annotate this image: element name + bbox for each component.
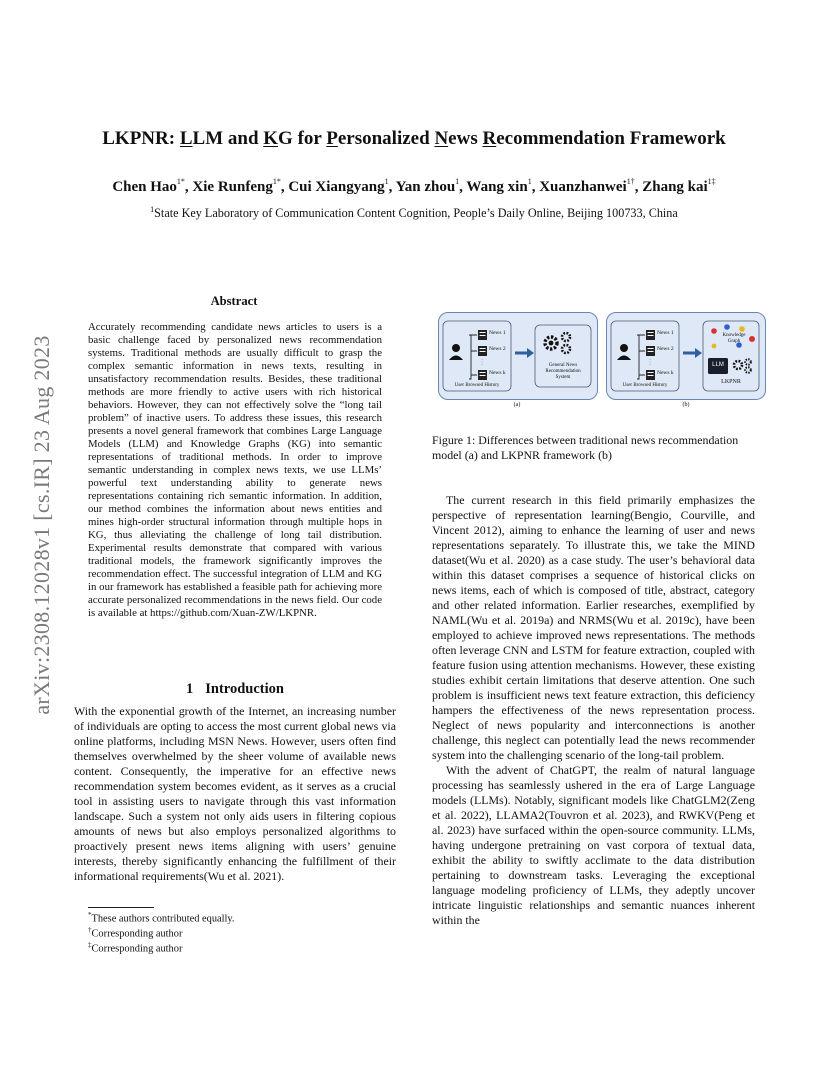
footnote: ‡Corresponding author <box>88 941 183 955</box>
abstract-heading: Abstract <box>210 294 258 308</box>
abstract-text: Accurately recommending candidate news articles to users is a basic challenge faced by personalized news recommendation systems. Traditional methods are usually difficult to grasp the complex semantic information in news texts, resulting in unsatisfactory recommendation results. Besides, these traditional methods are more friendly to active users with rich historical behaviors. However, they can not effectively solve the “long tail problem” of inactive users. To address these issues, this research presents a novel general framework that combines Large Language Models (LLM) and Knowledge Graphs (KG) into semantic representations of traditional methods. In order to improve semantic understanding in complex news texts, we use LLMs’ powerful text understanding ability to generate news representations containing rich semantic information. In addition, our method combines the information about news entities and mines high-order structural information through multiple hops in KG, thus alleviating the challenge of long tail distribution. Experimental results demonstrate that compared with various traditional models, the framework significantly improves the recommendation effect. The successful integration of LLM and KG in our framework has established a feasible path for achieving more accurate personalized recommendations in the news field. Our code is available at https://github.com/Xuan-ZW/LKPNR. <box>88 321 382 619</box>
arxiv-stamp: arXiv:2308.12028v1 [cs.IR] 23 Aug 2023 <box>29 335 54 715</box>
paragraph: With the advent of ChatGPT, the realm of natural language processing has seamlessly ushered in the era of Large Language models (LLMs). Notably, significant models like ChatGLM2(Zeng et al. 2022), LLAMA2(Touvron et al. 2023), and RWKV(Peng et al. 2023) have surfaced within the open-source community. LLMs, having undergone pretraining on vast corpora of textual data, exhibit the ability to swiftly acclimate to the data distribution pertaining to downstream tasks. Leveraging the exceptional language modeling proficiency of LLMs, they adeptly uncover intricate linguistic relationships and semantic nuances inherent within the <box>432 763 755 927</box>
history-label: User Browsed History <box>454 383 500 388</box>
news-label: News 1 <box>657 330 674 336</box>
figure-sublabel-a: (a) <box>513 402 521 408</box>
author: Xuanzhanwei$^{1\dagger}$ <box>539 177 635 195</box>
footnote: *These authors contributed equally. <box>88 911 235 925</box>
author-list: Chen Hao$^{1*}$, Xie Runfeng$^{1*}$, Cui Xiangyang$^1$, Yan zhou$^1$, Wang xin$^1$, Xuanzhanwei$^{1\dagger}$, Zhang kai$^{1\ddagger}$ <box>112 177 716 195</box>
figure-panel-a <box>438 312 598 400</box>
paper-title: LKPNR: LLM and KG for Personalized News Recommendation Framework <box>102 128 726 149</box>
paragraph: The current research in this field primarily emphasizes the perspective of representation learning(Bengio, Courville, and Vincent 2012), aiming to enhance the learning of user and news representations separately. To illustrate this, we take the MIND dataset(Wu et al. 2020) as a case study. The user’s behavioral data within this dataset comprises a sequence of historical clicks on news items, each of which is composed of title, abstract, category and other related information. Earlier researches, exemplified by NAML(Wu et al. 2019a) and NRMS(Wu et al. 2019c), have been employed to achieve improved news representations. The methods often leverage CNN and LSTM for feature extraction, coupled with feature fusion using attention mechanisms. However, these existing studies exhibit certain limitations that deserve attention. One such problem is insufficient news text feature extraction, this deficiency hampers the effectiveness of the news representation process. Neglect of news popularity and interconnections is another challenge, this neglect can potentially lead the news recommender system into the challenging scenario of the long-tail problem. <box>432 493 755 762</box>
system-label: LKPNR <box>721 379 741 385</box>
news-label: News k <box>489 370 506 376</box>
introduction-text: With the exponential growth of the Internet, an increasing number of individuals are opting to access the most current global news via online platforms, including MSN News. However, users often find themselves overwhelmed by the sheer volume of available news content. Consequently, the imperative for an effective news recommendation system becomes evident, as it serves as a crucial tool in assisting users to navigate through this vast information landscape. Such a system not only aids users in filtering copious amounts of news but also employs personalized algorithms to proactively present news items aligning with users’ genuine interests, thereby significantly enhancing the fulfillment of their informational requirements(Wu et al. 2021). <box>74 704 396 883</box>
body-text-right <box>432 493 755 928</box>
author: Cui Xiangyang$^1$ <box>288 177 389 195</box>
figure-1 <box>432 312 762 412</box>
system-label: General News Recommendation System <box>545 363 581 380</box>
news-label: News 2 <box>489 346 506 352</box>
figure-sublabel-b: (b) <box>682 402 690 408</box>
kg-label: Knowledge Graph <box>722 333 746 344</box>
footnote: †Corresponding author <box>88 926 183 940</box>
affiliation: $^1$State Key Laboratory of Communication Content Cognition, People’s Daily Online, Beijing 100733, China <box>150 205 678 221</box>
author: Yan zhou$^1$ <box>395 177 460 195</box>
author: Zhang kai$^{1\ddagger}$ <box>642 177 716 195</box>
llm-label: LLM <box>712 362 724 368</box>
footnote-rule <box>88 907 154 908</box>
news-label: News 2 <box>657 346 674 352</box>
news-label: News 1 <box>489 330 506 336</box>
author: Wang xin$^1$ <box>466 177 532 195</box>
section-heading-introduction: 1 Introduction <box>186 681 284 697</box>
author: Xie Runfeng$^{1*}$ <box>192 177 281 195</box>
news-label: News k <box>657 370 674 376</box>
history-label: User Browsed History <box>622 383 668 388</box>
figure-panel-b <box>606 312 766 400</box>
figure-caption: Figure 1: Differences between traditional news recommendation model (a) and LKPNR framework (b) <box>432 433 739 462</box>
author: Chen Hao$^{1*}$ <box>112 177 185 195</box>
